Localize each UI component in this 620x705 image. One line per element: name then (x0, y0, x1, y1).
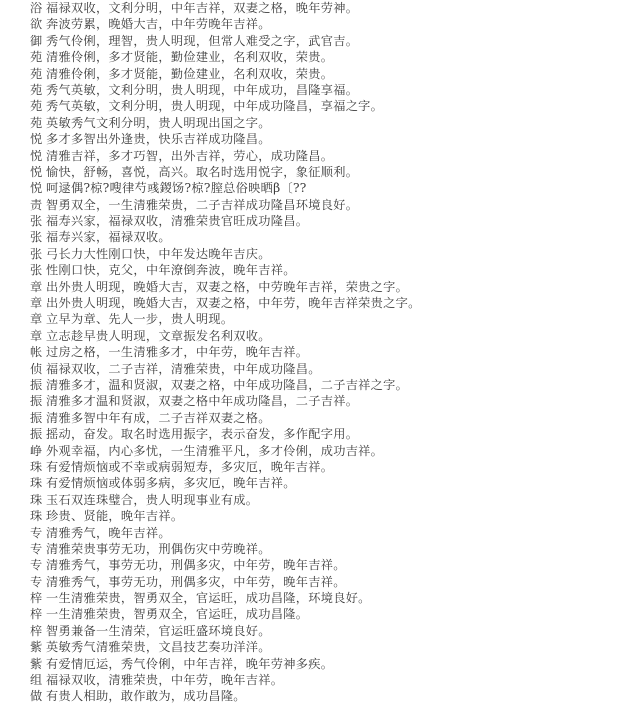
entry-char: 悦 (30, 132, 43, 147)
entry-text: 清雅吉祥，多才巧智，出外吉祥，劳心，成功隆昌。 (46, 148, 334, 163)
entry-char: 帐 (30, 345, 43, 360)
entry-line (30, 541, 620, 557)
entry-text: 秀气英敏，文利分明，贵人明现，中年成功隆昌，享福之字。 (46, 99, 384, 114)
entry-line (30, 66, 620, 82)
entry-text: 立志趁早贵人明现，文章振发名利双收。 (46, 328, 271, 343)
entry-text: 有爱情烦恼或体弱多病，多灾厄，晚年吉祥。 (46, 476, 296, 491)
entry-char: 专 (30, 525, 43, 540)
entry-char: 振 (30, 377, 43, 392)
entry-text: 愉快，舒畅，喜悦，高兴。取名时选用悦字，象征顺利。 (46, 164, 359, 179)
entry-char: 梓 (30, 591, 43, 606)
entry-line (30, 98, 620, 114)
entry-text: 智勇兼备一生清荣，官运旺盛环境良好。 (46, 623, 271, 638)
entry-char: 悦 (30, 148, 43, 163)
entry-char: 苑 (30, 99, 43, 114)
entry-char: 章 (30, 328, 43, 343)
entry-line (30, 131, 620, 147)
entry-line (30, 0, 620, 16)
entry-text: 性刚口快，克父，中年潦倒奔波，晚年吉祥。 (46, 263, 296, 278)
entry-text: 清雅秀气，事劳无功，刑偶多灾，中年劳，晚年吉祥。 (46, 574, 346, 589)
entry-char: 振 (30, 410, 43, 425)
entry-text: 外观幸福，内心多忧，一生清雅平凡，多才伶俐，成功吉祥。 (46, 443, 384, 458)
entry-text: 珍贵、贤能，晚年吉祥。 (46, 509, 184, 524)
entry-line (30, 688, 620, 704)
entry-text: 福寿兴家，福禄双收，清雅荣贵官旺成功隆昌。 (46, 214, 309, 229)
entry-line (30, 16, 620, 32)
entry-text: 福禄双收，文利分明，中年吉祥，双妻之格，晚年劳神。 (46, 1, 359, 15)
entry-char: 张 (30, 246, 43, 261)
entry-char: 梓 (30, 607, 43, 622)
entry-char: 专 (30, 558, 43, 573)
entry-line (30, 557, 620, 573)
entry-text: 清雅多智中年有成，二子吉祥双妻之格。 (46, 410, 271, 425)
entry-char: 振 (30, 394, 43, 409)
entry-text: 秀气英敏，文利分明，贵人明现，中年成功，昌隆享福。 (46, 82, 359, 97)
entry-line (30, 213, 620, 229)
entry-line (30, 606, 620, 622)
entry-line (30, 426, 620, 442)
entry-char: 珠 (30, 509, 43, 524)
entry-line (30, 115, 620, 131)
entry-char: 责 (30, 197, 43, 212)
entry-line (30, 459, 620, 475)
entry-char: 峥 (30, 443, 43, 458)
entry-text: 有贵人相助，敢作敢为，成功昌隆。 (46, 689, 246, 704)
entry-text: 清雅荣贵事劳无功，刑偶伤灾中劳晚祥。 (46, 541, 271, 556)
entry-line (30, 311, 620, 327)
entry-line (30, 443, 620, 459)
entry-text: 清雅多才温和贤淑，双妻之格中年成功隆昌，二子吉祥。 (46, 394, 359, 409)
entry-char: 做 (30, 689, 43, 704)
entry-char: 张 (30, 263, 43, 278)
entry-char: 梓 (30, 623, 43, 638)
entry-text: 出外贵人明现，晚婚大吉，双妻之格，中年劳，晚年吉祥荣贵之字。 (46, 296, 421, 311)
entry-line (30, 197, 620, 213)
entry-line (30, 377, 620, 393)
entry-list (30, 0, 620, 705)
entry-char: 专 (30, 574, 43, 589)
entry-text: 摇动，奋发。取名时选用振字，表示奋发，多作配字用。 (46, 427, 359, 442)
entry-char: 紫 (30, 656, 43, 671)
entry-line (30, 262, 620, 278)
entry-line (30, 82, 620, 98)
entry-line (30, 508, 620, 524)
entry-char: 悦 (30, 164, 43, 179)
entry-text: 清雅秀气，晚年吉祥。 (46, 525, 171, 540)
entry-text: 过房之格，一生清雅多才，中年劳，晚年吉祥。 (46, 345, 309, 360)
entry-line (30, 525, 620, 541)
entry-line (30, 164, 620, 180)
entry-text: 福禄双收，二子吉祥，清雅荣贵，中年成功隆昌。 (46, 361, 321, 376)
entry-text: 福寿兴家，福禄双收。 (46, 230, 171, 245)
entry-text: 玉石双连珠璧合，贵人明现事业有成。 (46, 492, 259, 507)
entry-char: 侦 (30, 361, 43, 376)
entry-char: 专 (30, 541, 43, 556)
entry-line (30, 148, 620, 164)
entry-text: 立早为章、先人一步，贵人明现。 (46, 312, 234, 327)
entry-text: 出外贵人明现，晚婚大吉，双妻之格，中劳晚年吉祥，荣贵之字。 (46, 279, 409, 294)
entry-line (30, 49, 620, 65)
entry-line (30, 492, 620, 508)
entry-text: 多才多智出外逢贵，快乐吉祥成功隆昌。 (46, 132, 271, 147)
entry-char: 苑 (30, 115, 43, 130)
entry-line (30, 229, 620, 245)
entry-char: 张 (30, 230, 43, 245)
entry-text: 呵逯偶?椋?嗖律芍彧鍐饧?椋?膣总俗映晒β〔?? (46, 181, 307, 196)
entry-text: 有爱情厄运，秀气伶俐，中年吉祥，晚年劳神多疾。 (46, 656, 334, 671)
entry-text: 秀气伶俐，理智，贵人明现，但常人难受之字，武官吉。 (46, 33, 359, 48)
entry-char: 章 (30, 279, 43, 294)
entry-line (30, 246, 620, 262)
entry-text: 有爱情烦恼或不幸或病弱短寿，多灾厄，晚年吉祥。 (46, 459, 334, 474)
entry-char: 紫 (30, 640, 43, 655)
entry-char: 苑 (30, 50, 43, 65)
entry-text: 英敏秀气清雅荣贵，文昌技艺奏功洋洋。 (46, 640, 271, 655)
entry-char: 章 (30, 296, 43, 311)
entry-line (30, 475, 620, 491)
entry-line (30, 33, 620, 49)
entry-line (30, 295, 620, 311)
entry-text: 福禄双收，清雅荣贵，中年劳，晚年吉祥。 (46, 673, 284, 688)
entry-line (30, 180, 620, 196)
entry-char: 振 (30, 427, 43, 442)
entry-line (30, 656, 620, 672)
entry-line (30, 344, 620, 360)
entry-text: 清雅多才，温和贤淑，双妻之格，中年成功隆昌，二子吉祥之字。 (46, 377, 409, 392)
entry-char: 组 (30, 673, 43, 688)
entry-line (30, 639, 620, 655)
entry-line (30, 672, 620, 688)
entry-char: 章 (30, 312, 43, 327)
entry-text: 清雅秀气，事劳无功，刑偶多灾，中年劳，晚年吉祥。 (46, 558, 346, 573)
entry-line (30, 623, 620, 639)
entry-text: 一生清雅荣贵，智勇双全，官运旺，成功昌隆，环境良好。 (46, 591, 371, 606)
entry-line (30, 361, 620, 377)
entry-char: 张 (30, 214, 43, 229)
entry-text: 英敏秀气文利分明，贵人明现出国之字。 (46, 115, 271, 130)
entry-char: 苑 (30, 66, 43, 81)
entry-line (30, 279, 620, 295)
entry-text: 一生清雅荣贵，智勇双全，官运旺，成功昌隆。 (46, 607, 309, 622)
entry-line (30, 393, 620, 409)
entry-char: 珠 (30, 459, 43, 474)
entry-line (30, 590, 620, 606)
entry-char: 欲 (30, 17, 43, 32)
entry-line (30, 410, 620, 426)
entry-text: 清雅伶俐，多才贤能，勤俭建业，名利双收，荣贵。 (46, 50, 334, 65)
entry-text: 奔波劳累，晚婚大吉，中年劳晚年吉祥。 (46, 17, 271, 32)
entry-text: 弓长力大性刚口快，中年发达晚年吉庆。 (46, 246, 271, 261)
entry-line (30, 328, 620, 344)
entry-char: 珠 (30, 492, 43, 507)
entry-text: 智勇双全，一生清雅荣贵，二子吉祥成功隆昌环境良好。 (46, 197, 359, 212)
entry-char: 珠 (30, 476, 43, 491)
entry-text: 清雅伶俐，多才贤能，勤俭建业，名利双收，荣贵。 (46, 66, 334, 81)
entry-line (30, 574, 620, 590)
entry-char: 浴 (30, 1, 43, 15)
entry-char: 苑 (30, 82, 43, 97)
entry-char: 御 (30, 33, 43, 48)
entry-char: 悦 (30, 181, 43, 196)
